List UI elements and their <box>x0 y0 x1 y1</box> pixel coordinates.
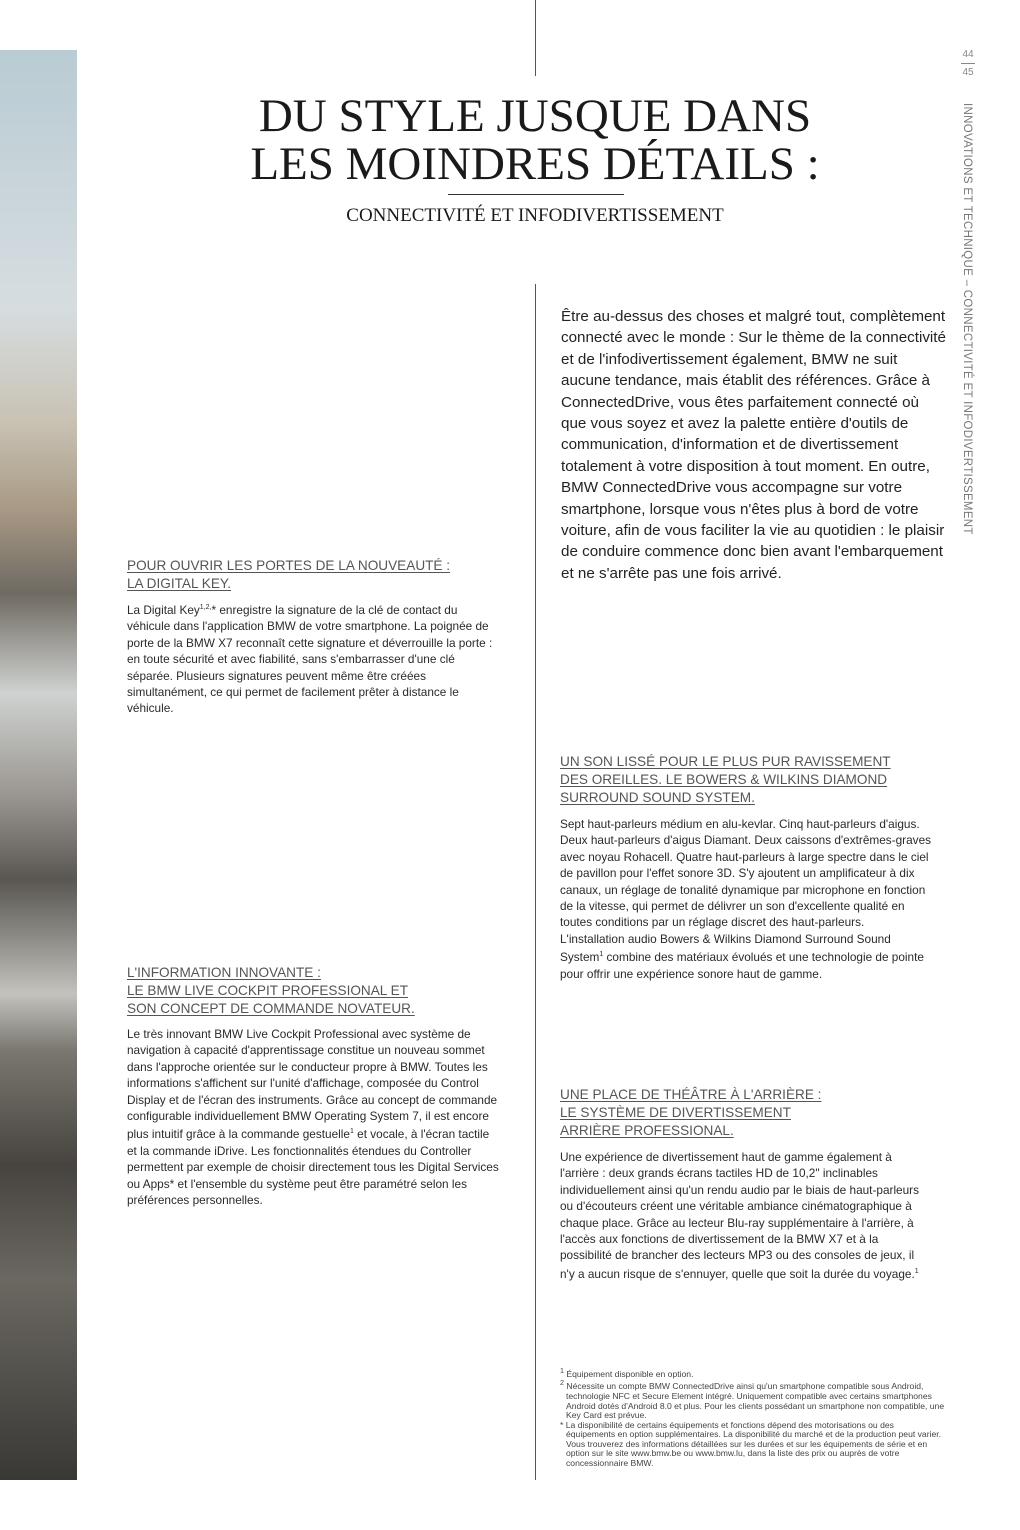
rear-entertainment-heading <box>560 1086 955 1140</box>
column-divider-top <box>535 0 536 76</box>
sound-system-heading-line2: DES OREILLES. LE BOWERS & WILKINS DIAMOND <box>560 772 888 787</box>
live-cockpit-body <box>127 1026 501 1208</box>
footnote-1-text: Équipement disponible en option. <box>566 1368 694 1379</box>
live-cockpit-heading-line1: L'INFORMATION INNOVANTE : <box>127 965 321 980</box>
page-number-separator <box>961 63 975 64</box>
digital-key-body-b: * enregistre la signature de la clé de contact du véhicule dans l'application BMW de votre smartphone. La poignée de porte de la BMW X7 reconnaît cette signature et déverrouille la porte : en toute sécurité et avec fiabilité, sans s'embarrasser d'une clé séparée. Plusieurs signatures peuvent même être créées simultanément, ce qui permet de facilement prêter à distance le véhicule. <box>127 602 493 716</box>
page-title <box>215 92 855 188</box>
sound-system-body-sup: 1 <box>599 951 604 959</box>
digital-key-heading <box>127 557 517 593</box>
car-interior-photo <box>0 50 77 1480</box>
intro-paragraph: Être au-dessus des choses et malgré tout, complètement connecté avec le monde : Sur le thème de la connectivité et de l'infodivertissement également, BMW ne suit aucune tendance, mais établit des références. Grâce à ConnectedDrive, vous êtes parfaitement connecté où que vous soyez et avez la palette entière d'outils de communication, d'information et de divertissement totalement à votre disposition à tout moment. En outre, BMW ConnectedDrive vous accompagne sur votre smartphone, lorsque vous n'êtes plus à bord de votre voiture, afin de vous faciliter la vie au quotidien : le plaisir de conduire commence donc bien avant l'embarquement et ne s'arrête pas une fois arrivé. <box>561 308 946 582</box>
rear-entertainment-heading-line2: LE SYSTÈME DE DIVERTISSEMENT <box>560 1105 791 1120</box>
rear-entertainment-heading-line1: UNE PLACE DE THÉÂTRE À L'ARRIÈRE : <box>560 1087 822 1102</box>
footnote-1-mark: 1 <box>560 1367 564 1375</box>
footnote-3-text: La disponibilité de certains équipements et fonctions dépend des motorisations ou des équipements en option supplémentaires. La disponibilité du marché et de la production peut varier. Vous trouverez des informations détaillées sur les durées et sur les équipements de série et en option sur le site www.bmw.be ou www.bmw.lu, dans la liste des prix ou auprès de votre concessionnaire BMW. <box>565 1419 942 1469</box>
footnote-3 <box>560 1421 945 1469</box>
sound-system-heading-line1: UN SON LISSÉ POUR LE PLUS PUR RAVISSEMENT <box>560 754 891 769</box>
digital-key-body <box>127 600 499 717</box>
page-numbers <box>955 48 981 79</box>
page-subtitle: CONNECTIVITÉ ET INFODIVERTISSEMENT <box>346 205 724 226</box>
rear-entertainment-heading-line3: ARRIÈRE PROFESSIONAL. <box>560 1123 734 1138</box>
live-cockpit-heading <box>127 964 522 1018</box>
sound-system-body <box>560 816 932 982</box>
rear-entertainment-body-sup: 1 <box>914 1267 919 1275</box>
rear-entertainment-body <box>560 1149 928 1282</box>
footnote-2-text: Nécessite un compte BMW ConnectedDrive ainsi qu'un smartphone compatible sous Android, technologie NFC et Secure Element intégré. Uniquement compatible avec certains smartphones Android dotés d'Android 8.0 et plus. Pour les clients possédant un smartphone non compatible, une Key Card est prévue. <box>566 1381 945 1421</box>
digital-key-body-sup: 1,2, <box>199 604 212 611</box>
footnote-2-mark: 2 <box>560 1379 564 1388</box>
page-title-line1: DU STYLE JUSQUE DANS <box>258 90 812 142</box>
column-divider <box>535 284 536 1480</box>
sound-system-body-a: Sept haut-parleurs médium en alu-kevlar. Cinq haut-parleurs d'aigus. Deux haut-parleurs d'aigus Diamant. Deux caissons d'extrêmes-graves avec noyau Rohacell. Quatre haut-parleurs à large spectre dans le ciel de pavillon pour l'effet sonore 3D. S'y ajoutent un amplificateur à dix canaux, un réglage de tonalité dynamique par microphone en fonction de la vitesse, qui permet de délivrer un son d'excellente qualité en toutes conditions par un réglage discret des haut-parleurs. L'installation audio Bowers & Wilkins Diamond Surround Sound System <box>560 817 932 965</box>
footnotes <box>560 1367 945 1469</box>
live-cockpit-heading-line2: LE BMW LIVE COCKPIT PROFESSIONAL ET <box>127 983 409 998</box>
footnote-3-mark: * <box>560 1419 564 1430</box>
sound-system-body-b: combine des matériaux évolués et une technologie de pointe pour offrir une expérience sonore haut de gamme. <box>560 950 924 981</box>
live-cockpit-heading-line3: SON CONCEPT DE COMMANDE NOVATEUR. <box>127 1001 415 1016</box>
sound-system-heading-line3: SURROUND SOUND SYSTEM. <box>560 790 755 805</box>
digital-key-body-a: La Digital Key <box>127 602 200 617</box>
live-cockpit-body-b: et vocale, à l'écran tactile et la commande iDrive. Les fonctionnalités étendues du Controller permettent par exemple de choisir directement tous les Digital Services ou Apps* et l'ensemble du système peut être paramétré selon les préférences personnelles. <box>127 1127 499 1207</box>
page-number-left: 44 <box>962 49 974 60</box>
section-side-label: INNOVATIONS ET TECHNIQUE – CONNECTIVITÉ ET INFODIVERTISSEMENT <box>961 103 973 535</box>
sound-system-heading <box>560 753 955 807</box>
rear-entertainment-body-a: Une expérience de divertissement haut de gamme également à l'arrière : deux grands écrans tactiles HD de 10,2" inclinables individuellement ainsi qu'un rendu audio par le biais de haut-parleurs ou d'écouteurs créent une véritable ambiance cinématographique à chaque place. Grâce au lecteur Blu-ray supplémentaire à l'arrière, à l'accès aux fonctions de divertissement de la BMW X7 et à la possibilité de brancher des lecteurs MP3 ou des consoles de jeux, il n'y a aucun risque de s'ennuyer, quelle que soit la durée du voyage. <box>560 1150 920 1281</box>
live-cockpit-body-sup: 1 <box>349 1128 354 1136</box>
digital-key-heading-line1: POUR OUVRIR LES PORTES DE LA NOUVEAUTÉ : <box>127 558 451 573</box>
footnote-2 <box>560 1379 945 1420</box>
page-number-right: 45 <box>962 67 974 78</box>
title-rule <box>448 194 624 195</box>
footnote-1 <box>560 1367 945 1379</box>
live-cockpit-body-a: Le très innovant BMW Live Cockpit Professional avec système de navigation à capacité d'apprentissage constitue un nouveau sommet dans l'approche orientée sur le conducteur propre à BMW. Toutes les informations s'affichent sur l'unité d'affichage, composée du Control Display et de l'écran des instruments. Grâce au concept de commande configurable individuellement BMW Operating System 7, il est encore plus intuitif grâce à la commande gestuelle <box>127 1027 498 1142</box>
page-title-line2: LES MOINDRES DÉTAILS : <box>250 138 820 190</box>
digital-key-heading-line2: LA DIGITAL KEY. <box>127 576 232 591</box>
